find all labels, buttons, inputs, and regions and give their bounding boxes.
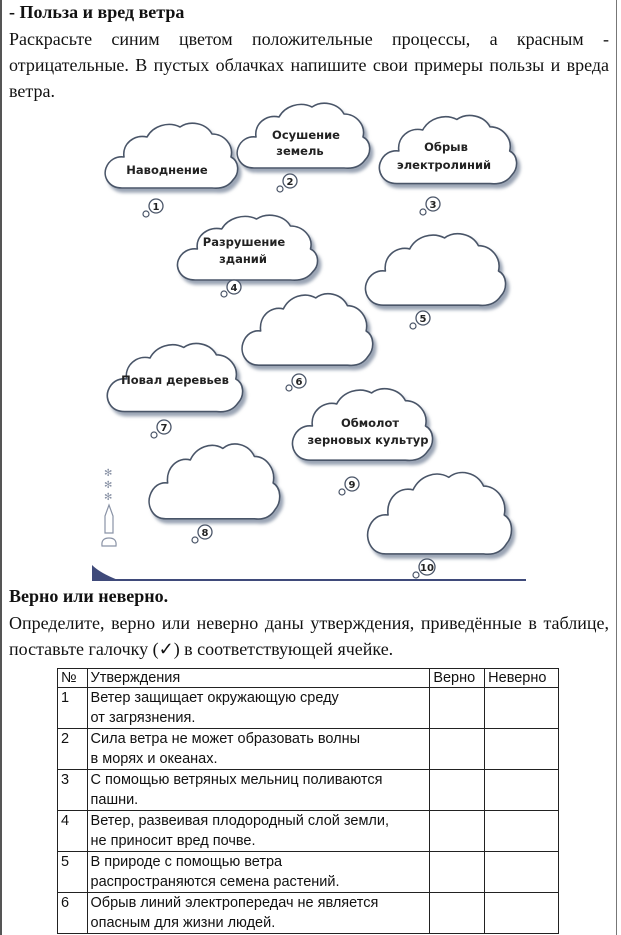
table-row	[58, 729, 559, 770]
cloud-9-label-line1: Обмолот	[340, 416, 400, 430]
false-checkbox-cell[interactable]	[485, 770, 559, 811]
number-bubble-4	[221, 280, 241, 297]
row-number: 1	[58, 688, 88, 729]
header-false: Неверно	[485, 669, 559, 688]
cloud-7-label: Повал деревьев	[121, 373, 229, 387]
number-2: 2	[286, 177, 294, 188]
bottom-arc-decoration	[92, 565, 118, 580]
statement-line: опасным для жизни людей.	[90, 915, 276, 931]
cloud-9	[292, 389, 432, 461]
statement-line: Сила ветра не может образовать волны	[90, 731, 361, 747]
number-bubble-8	[192, 525, 212, 543]
statement-line: Ветер защищает окружающую среду	[90, 690, 339, 706]
cloud-9-label-line2: зерновых культур	[307, 433, 429, 447]
number-8: 8	[201, 528, 209, 539]
row-number: 2	[58, 729, 88, 770]
number-1: 1	[152, 202, 160, 213]
statement-line: не приносит вред почве.	[90, 833, 256, 849]
number-6: 6	[295, 377, 303, 388]
true-checkbox-cell[interactable]	[430, 688, 485, 729]
false-checkbox-cell[interactable]	[485, 688, 559, 729]
true-checkbox-cell[interactable]	[430, 811, 485, 852]
number-bubble-10	[413, 559, 435, 578]
number-bubble-2	[277, 174, 297, 192]
table-row	[58, 893, 559, 934]
cloud-6-empty	[242, 294, 373, 366]
cloud-2-label-line1: Осушение	[272, 128, 340, 142]
row-statement	[87, 688, 430, 729]
section-2-instruction: Определите, верно или неверно даны утверждения, приведённые в таблице, поставьте галочку (✓) в соответствующей ячейке.	[9, 613, 609, 659]
false-checkbox-cell[interactable]	[485, 729, 559, 770]
cloud-1	[105, 123, 238, 188]
true-checkbox-cell[interactable]	[430, 852, 485, 893]
statement-line: Обрыв линий электропередач не является	[90, 895, 379, 911]
cloud-7	[107, 344, 242, 412]
number-4: 4	[230, 283, 238, 294]
true-checkbox-cell[interactable]	[430, 729, 485, 770]
statement-line: В природе с помощью ветра	[90, 854, 283, 870]
false-checkbox-cell[interactable]	[485, 893, 559, 934]
row-number: 3	[58, 770, 88, 811]
number-bubble-9	[339, 477, 359, 495]
number-5: 5	[419, 314, 427, 325]
row-statement	[87, 811, 430, 852]
false-checkbox-cell[interactable]	[485, 811, 559, 852]
cloud-4-label-line1: Разрушение	[202, 235, 286, 249]
cloud-2	[237, 103, 370, 168]
statement-line: от загрязнения.	[90, 710, 196, 726]
table-row	[58, 852, 559, 893]
number-9: 9	[348, 480, 356, 491]
row-number: 6	[58, 893, 88, 934]
cloud-4	[177, 215, 317, 280]
header-true: Верно	[430, 669, 485, 688]
statement-line: в морях и океанах.	[90, 751, 218, 767]
cloud-5-empty	[365, 234, 505, 306]
table-row	[58, 688, 559, 729]
true-checkbox-cell[interactable]	[430, 893, 485, 934]
number-bubble-6	[286, 374, 306, 391]
cloud-4-label-line2: зданий	[219, 252, 267, 266]
header-statement: Утверждения	[87, 669, 430, 688]
number-10: 10	[420, 563, 434, 574]
number-3: 3	[429, 200, 437, 211]
table-row	[58, 811, 559, 852]
number-7: 7	[160, 423, 168, 434]
rocket-icon	[105, 505, 113, 533]
row-statement	[87, 729, 430, 770]
cloud-2-label-line2: земель	[276, 144, 324, 158]
false-checkbox-cell[interactable]	[485, 852, 559, 893]
cloud-3	[379, 116, 516, 184]
table-row	[58, 770, 559, 811]
true-checkbox-cell[interactable]	[430, 770, 485, 811]
cloud-10-empty	[368, 473, 512, 555]
statement-line: распространяются семена растений.	[90, 874, 340, 890]
svg-text:✻: ✻	[104, 492, 113, 503]
true-false-table	[57, 668, 559, 934]
cloud-8-empty	[149, 444, 280, 519]
table-header-row	[58, 669, 559, 688]
cloud-3-label-line2: электролиний	[396, 158, 492, 172]
statement-line: пашни.	[90, 792, 139, 808]
svg-text:✻: ✻	[104, 480, 113, 491]
row-number: 5	[58, 852, 88, 893]
section-2-heading: Верно или неверно.	[9, 586, 169, 606]
number-bubble-7	[151, 420, 171, 438]
statement-line: С помощью ветряных мельниц поливаются	[90, 772, 383, 788]
row-statement	[87, 770, 430, 811]
section-1-heading: - Польза и вред ветра	[9, 2, 185, 22]
row-number: 4	[58, 811, 88, 852]
statement-line: Ветер, развеивая плодородный слой земли,	[90, 813, 389, 829]
snowflake-icons	[104, 468, 112, 503]
smoke-puff-icon	[102, 538, 116, 546]
section-1-instruction: Раскрасьте синим цветом положительные процессы, а красным - отрицательные. В пустых облачках напишите свои примеры пользы и вреда ветра.	[9, 29, 609, 101]
number-bubble-1	[143, 199, 163, 217]
number-bubble-5	[410, 311, 430, 329]
cloud-3-label-line1: Обрыв	[424, 140, 468, 154]
cloud-1-label: Наводнение	[126, 163, 208, 177]
row-statement	[87, 893, 430, 934]
number-bubble-3	[420, 197, 440, 215]
header-number: №	[58, 669, 88, 688]
row-statement	[87, 852, 430, 893]
svg-text:✻: ✻	[104, 468, 113, 479]
